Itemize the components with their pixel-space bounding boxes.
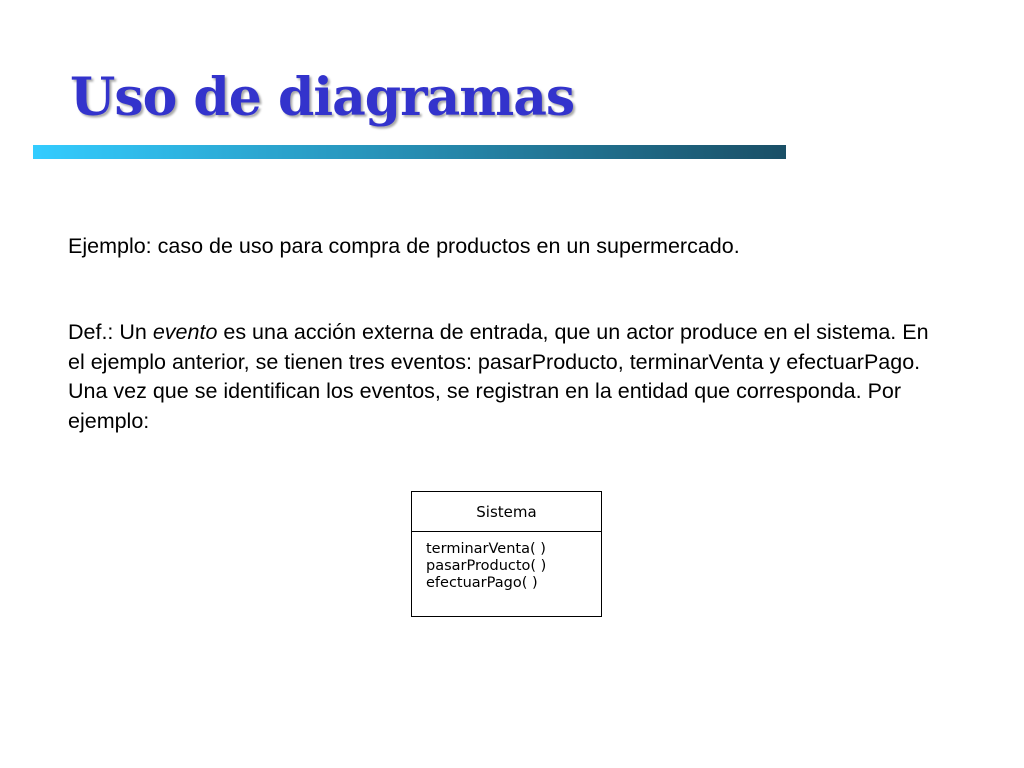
uml-operation: terminarVenta( ) bbox=[426, 541, 546, 557]
definition-lead: Def.: Un bbox=[68, 320, 153, 344]
definition-rest: es una acción externa de entrada, que un actor produce en el sistema. En el ejemplo anterior, se tienen tres eventos: pasarProducto, terminarVenta y efectuarPago. Una vez que se identifican los eventos, se registran en la entidad que corresponda. Por ejemplo: bbox=[68, 320, 929, 433]
title-underline-bar bbox=[33, 145, 786, 159]
uml-operations-list bbox=[412, 532, 601, 592]
definition-term: evento bbox=[152, 320, 218, 344]
uml-operation: pasarProducto( ) bbox=[426, 558, 547, 574]
uml-operation: efectuarPago( ) bbox=[426, 575, 538, 591]
uml-class-name: Sistema bbox=[412, 492, 601, 532]
example-text: Ejemplo: caso de uso para compra de productos en un supermercado. bbox=[68, 234, 740, 258]
definition-paragraph bbox=[68, 318, 948, 436]
uml-class-box bbox=[411, 491, 602, 617]
slide-title: Uso de diagramas bbox=[70, 67, 575, 128]
